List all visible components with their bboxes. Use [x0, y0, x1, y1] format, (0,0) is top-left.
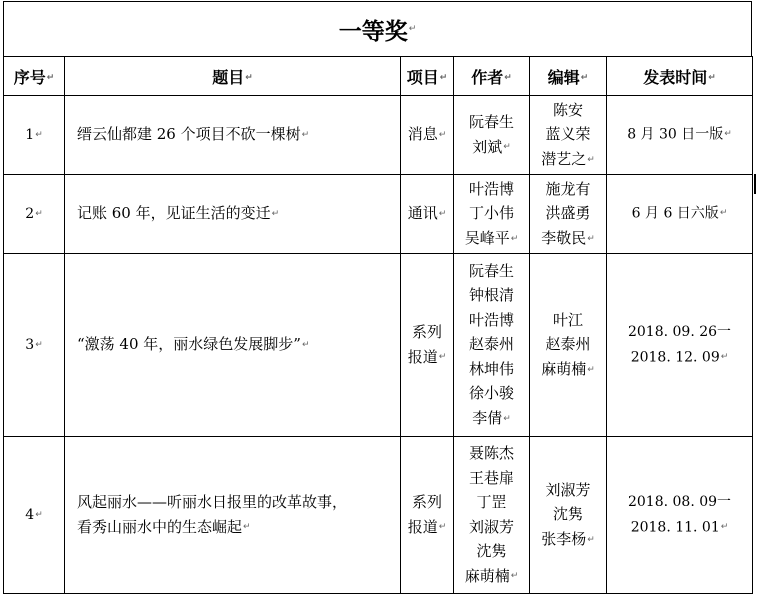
paragraph-mark-icon: ↵: [720, 351, 729, 362]
paragraph-mark-icon: ↵: [439, 73, 448, 83]
row-authors-text: 丁罡: [476, 493, 507, 512]
row-authors-text: 赵泰州: [468, 335, 514, 354]
row-authors-text: 李倩↵: [472, 408, 511, 427]
paragraph-mark-icon: ↵: [503, 413, 511, 424]
header-cell: 发表时间↵: [607, 57, 753, 96]
row-category-text: 系列: [411, 492, 442, 511]
header-cell: 编辑↵: [530, 57, 607, 96]
paragraph-mark-icon: ↵: [580, 73, 589, 83]
row-editors-text: 麻萌楠↵: [541, 359, 595, 378]
paragraph-mark-icon: ↵: [35, 209, 43, 219]
row-number: [4, 254, 65, 437]
table-row: [4, 175, 753, 254]
row-authors-text: 徐小骏: [468, 384, 514, 403]
paragraph-mark-icon: ↵: [35, 510, 43, 520]
row-number-text: 4↵: [25, 507, 43, 523]
paragraph-mark-icon: ↵: [510, 571, 519, 582]
row-publish-time-text: 2018. 08. 09一: [627, 493, 732, 510]
row-number: [4, 437, 65, 594]
row-authors-text: 阮春生: [468, 261, 514, 280]
row-category-text: 通讯↵: [407, 204, 447, 223]
row-authors-text: 聂陈杰: [468, 444, 514, 463]
row-number: [4, 96, 65, 175]
paragraph-mark-icon: ↵: [245, 73, 253, 83]
row-authors: [454, 96, 530, 175]
row-topic-text: “激荡 40 年，丽水绿色发展脚步”↵: [77, 335, 310, 354]
header-cell: 题目↵: [65, 57, 401, 96]
award-table: [3, 56, 753, 594]
row-number: [4, 175, 65, 254]
row-authors-text: 沈隽: [476, 542, 507, 561]
paragraph-mark-icon: ↵: [46, 73, 55, 83]
row-category-text: 消息↵: [407, 125, 447, 144]
paragraph-mark-icon: ↵: [438, 129, 447, 140]
award-table-sheet: [3, 1, 752, 594]
row-category-text: 报道↵: [407, 517, 447, 536]
row-editors-text: 蓝义荣: [545, 125, 591, 144]
table-resize-marker: [754, 174, 756, 194]
paragraph-mark-icon: ↵: [720, 521, 729, 532]
row-category-text: 系列: [411, 322, 442, 341]
header-cell: 作者↵: [454, 57, 530, 96]
row-authors-text: 刘淑芳: [468, 517, 514, 536]
paragraph-mark-icon: ↵: [587, 534, 595, 545]
row-number-text: 1↵: [25, 127, 43, 143]
paragraph-mark-icon: ↵: [708, 73, 716, 83]
row-topic: [65, 96, 401, 175]
paragraph-mark-icon: ↵: [724, 129, 732, 140]
row-editors-text: 陈安: [552, 100, 583, 119]
row-publish-time-text: 2018. 09. 26一: [627, 323, 732, 340]
paragraph-mark-icon: ↵: [301, 129, 310, 140]
row-publish-time: [607, 175, 753, 254]
row-number-text: 2↵: [25, 206, 43, 222]
row-publish-time: [607, 254, 753, 437]
row-editors-text: 洪盛勇: [545, 204, 591, 223]
row-publish-time-text: 6 月 6 日六版↵: [631, 205, 728, 222]
paragraph-mark-icon: ↵: [587, 154, 595, 165]
row-editors-text: 施龙有: [545, 179, 591, 198]
paragraph-mark-icon: ↵: [438, 352, 447, 363]
paragraph-mark-icon: ↵: [35, 340, 43, 350]
row-category: [401, 437, 454, 594]
paragraph-mark-icon: ↵: [504, 73, 512, 83]
paragraph-mark-icon: ↵: [243, 522, 251, 533]
row-topic-text: 记账 60 年，见证生活的变迁↵: [77, 204, 280, 223]
row-editors: [530, 175, 607, 254]
row-authors: [454, 437, 530, 594]
row-publish-time-text: 2018. 11. 01↵: [630, 519, 729, 536]
award-title: 一等奖: [338, 18, 408, 45]
row-topic: [65, 254, 401, 437]
row-editors-text: 沈隽: [552, 505, 583, 524]
row-editors-text: 李敬民↵: [541, 228, 595, 247]
row-authors: [454, 175, 530, 254]
row-category: [401, 254, 454, 437]
row-editors-text: 刘淑芳: [545, 480, 591, 499]
row-topic-text: 看秀山丽水中的生态崛起↵: [77, 517, 251, 536]
row-authors-text: 林坤伟: [468, 359, 514, 378]
row-category: [401, 175, 454, 254]
table-row: [4, 437, 753, 594]
row-editors-text: 叶江: [552, 310, 583, 329]
row-authors-text: 叶浩博: [468, 310, 514, 329]
table-row: [4, 254, 753, 437]
paragraph-mark-icon: ↵: [271, 208, 280, 219]
paragraph-mark-icon: ↵: [719, 208, 728, 219]
paragraph-mark-icon: ↵: [408, 24, 417, 34]
row-authors-text: 麻萌楠↵: [464, 566, 519, 585]
row-authors-text: 吴峰平↵: [464, 228, 519, 247]
row-topic-text: 缙云仙都建 26 个项目不砍一棵树↵: [77, 125, 310, 144]
award-title-row: [3, 1, 752, 56]
row-authors: [454, 254, 530, 437]
paragraph-mark-icon: ↵: [587, 364, 595, 375]
header-cell: 序号↵: [4, 57, 65, 96]
row-publish-time-text: 2018. 12. 09↵: [630, 349, 729, 366]
row-category: [401, 96, 454, 175]
row-editors: [530, 96, 607, 175]
row-authors-text: 丁小伟: [468, 204, 514, 223]
row-authors-text: 钟根清: [468, 286, 514, 305]
header-row: [4, 57, 753, 96]
row-topic-text: 风起丽水——听丽水日报里的改革故事，: [77, 492, 348, 511]
row-editors-text: 张李杨↵: [541, 529, 595, 548]
row-editors: [530, 437, 607, 594]
row-topic: [65, 175, 401, 254]
paragraph-mark-icon: ↵: [438, 522, 447, 533]
table-row: [4, 96, 753, 175]
row-number-text: 3↵: [25, 337, 43, 353]
row-editors: [530, 254, 607, 437]
row-publish-time: [607, 96, 753, 175]
paragraph-mark-icon: ↵: [35, 130, 43, 140]
header-cell: 项目↵: [401, 57, 454, 96]
row-publish-time-text: 8 月 30 日一版↵: [627, 126, 732, 143]
paragraph-mark-icon: ↵: [301, 339, 310, 350]
row-topic: [65, 437, 401, 594]
row-editors-text: 赵泰州: [545, 335, 591, 354]
row-authors-text: 叶浩博: [468, 179, 514, 198]
row-category-text: 报道↵: [407, 347, 447, 366]
row-authors-text: 王巷扉: [468, 468, 514, 487]
row-authors-text: 阮春生: [468, 113, 514, 132]
row-publish-time: [607, 437, 753, 594]
paragraph-mark-icon: ↵: [510, 233, 519, 244]
row-authors-text: 刘斌↵: [472, 137, 511, 156]
paragraph-mark-icon: ↵: [438, 208, 447, 219]
paragraph-mark-icon: ↵: [587, 233, 595, 244]
row-editors-text: 潜艺之↵: [541, 149, 595, 168]
paragraph-mark-icon: ↵: [503, 142, 511, 153]
